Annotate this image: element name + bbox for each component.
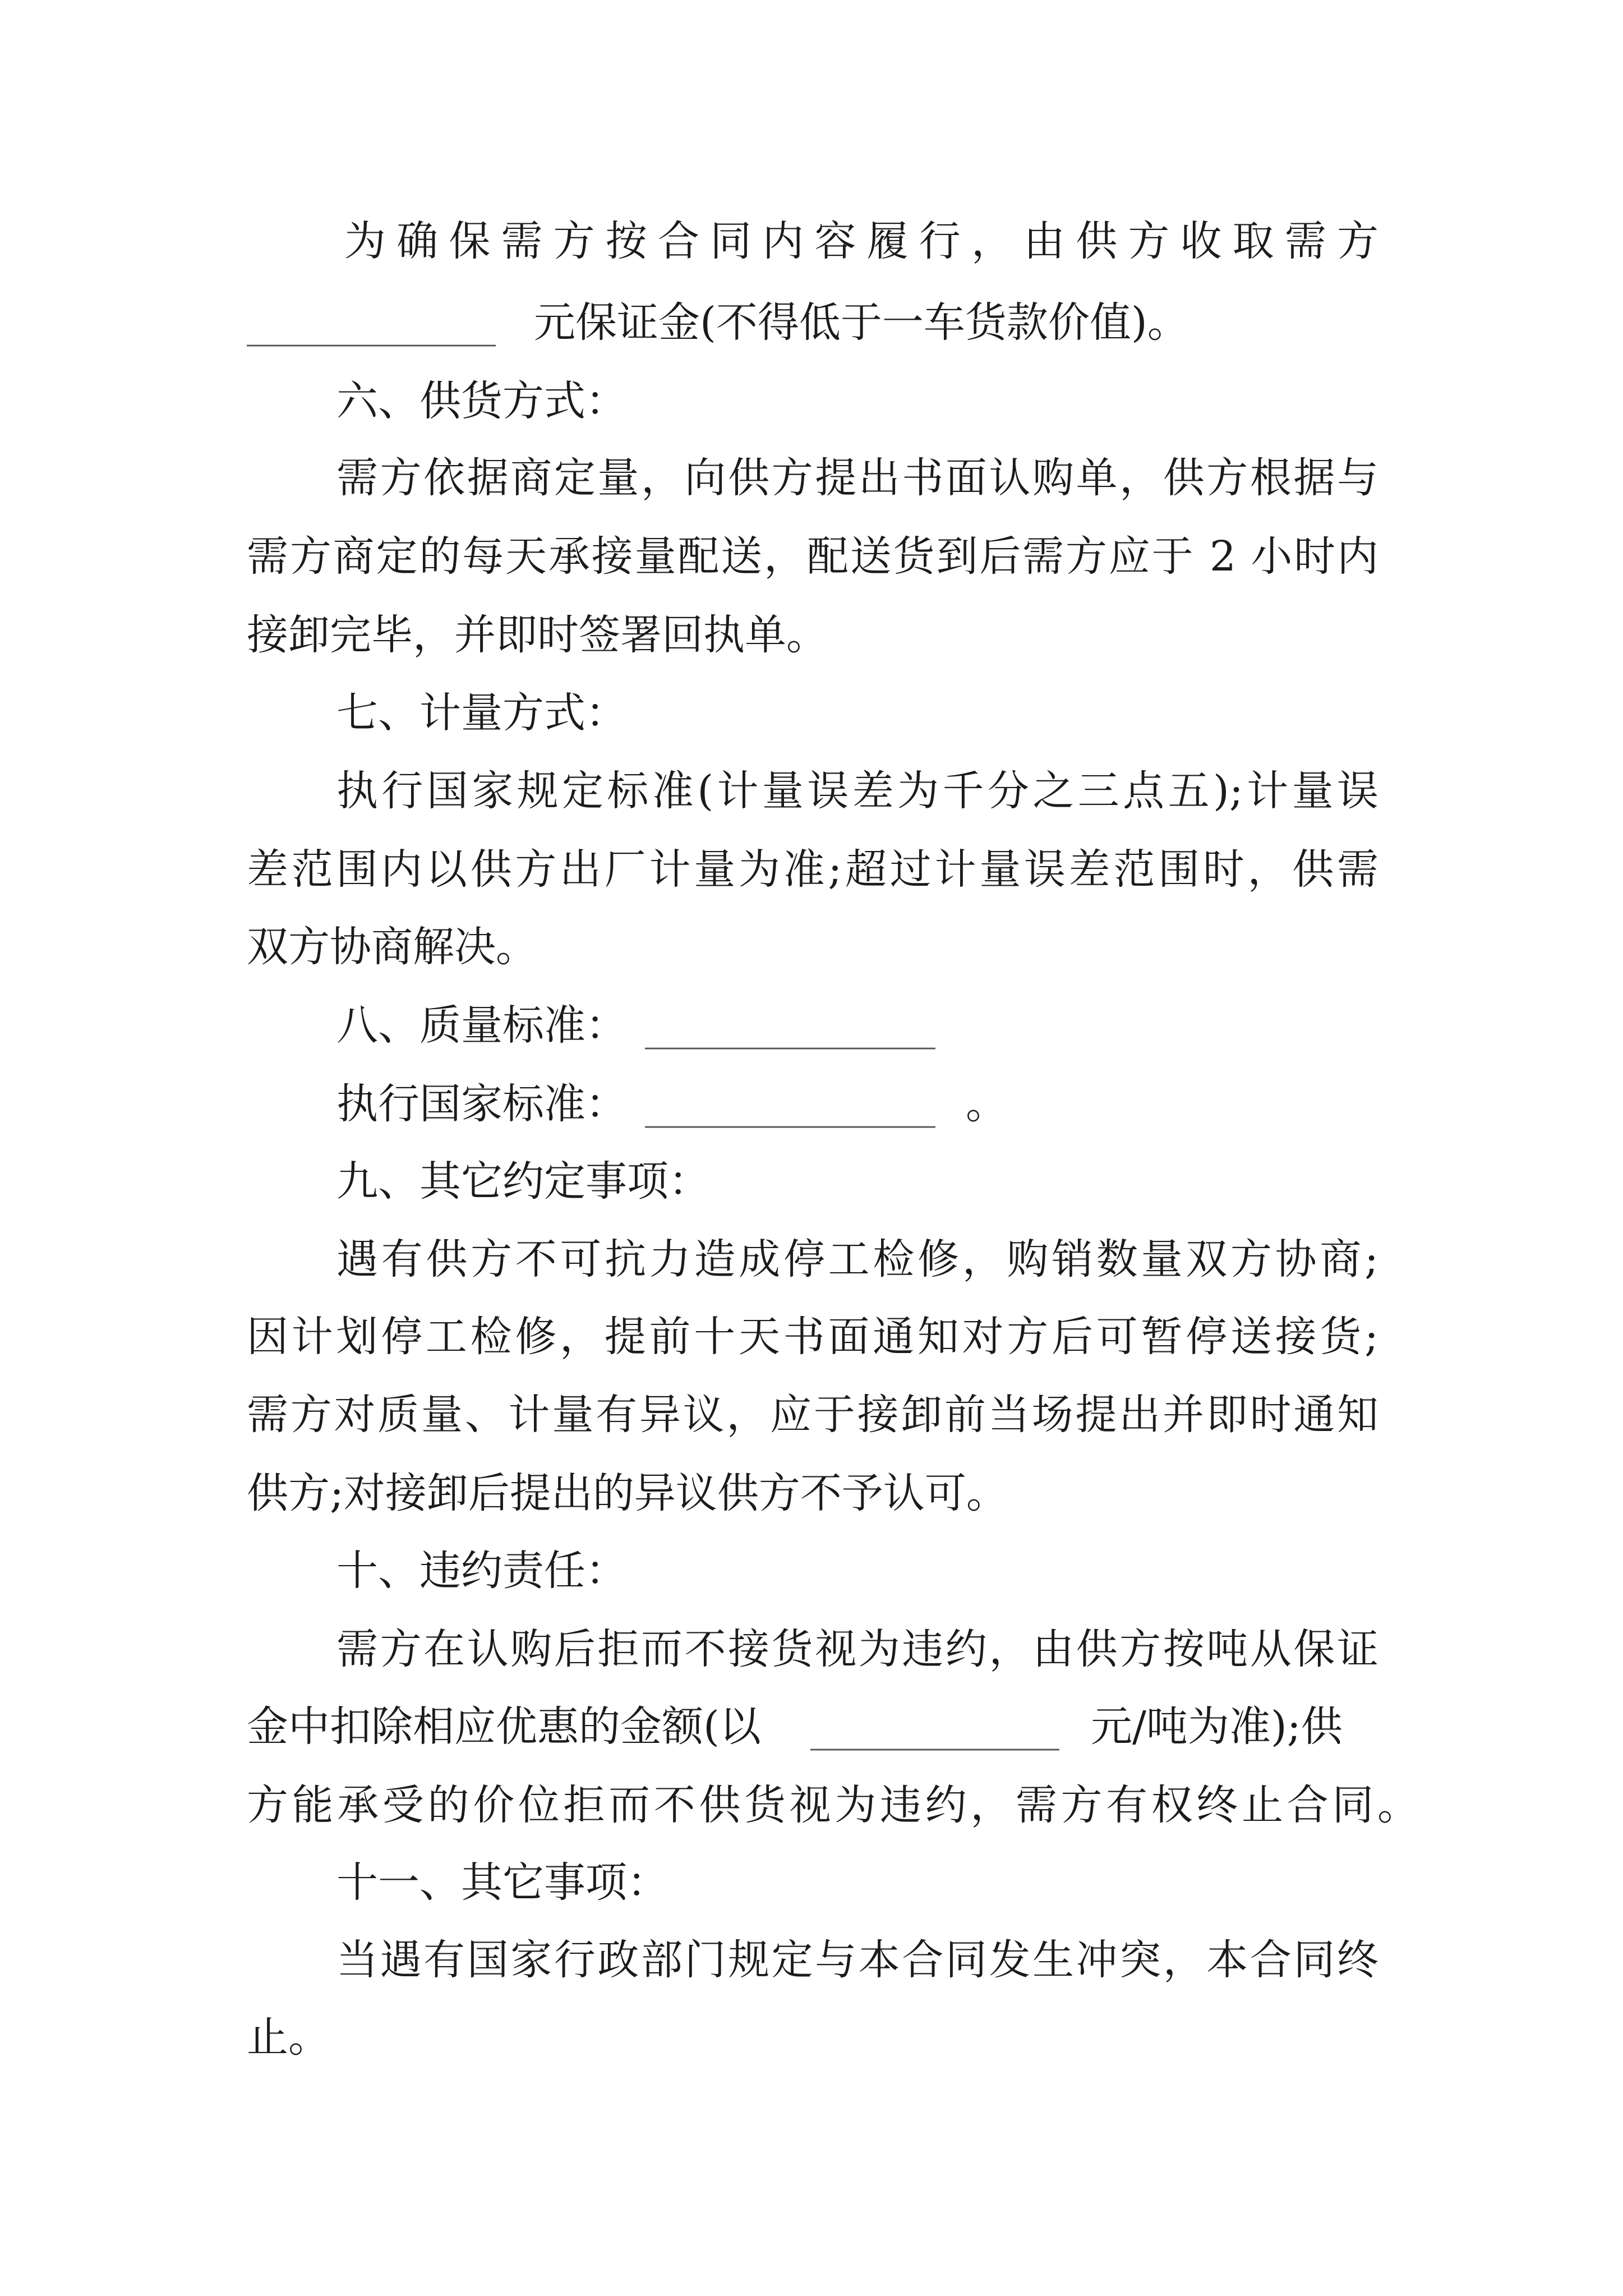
paragraph-line	[0, 1220, 1623, 1299]
text-line: 执行国家标准：	[336, 1080, 627, 1128]
paragraph-line	[0, 1766, 1623, 1844]
text-line: 需方商定的每天承接量配送，配送货到后需方应于 2 小时内	[247, 532, 1378, 581]
text-line: 元保证金(不得低于一车货款价值)。	[534, 298, 1189, 347]
heading-text: 九、其它约定事项：	[336, 1157, 710, 1205]
paragraph-line	[0, 1687, 1623, 1766]
text-line: 元/吨为准);供	[1091, 1703, 1343, 1751]
text-line: 方能承受的价位拒而不供货视为违约，需方有权终止合同。	[247, 1781, 1419, 1829]
text-line: 需方依据商定量，向供方提出书面认购单，供方根据与	[336, 454, 1378, 502]
section-heading	[0, 1142, 1623, 1221]
heading-text: 十一、其它事项：	[336, 1858, 668, 1907]
paragraph-line	[0, 1297, 1623, 1376]
text-line: 当遇有国家行政部门规定与本合同发生冲突，本合同终	[336, 1936, 1378, 1984]
heading-text: 六、供货方式：	[336, 377, 627, 425]
paragraph-line	[0, 1454, 1623, 1533]
paragraph-line	[0, 1065, 1623, 1143]
paragraph-line	[0, 1375, 1623, 1454]
text-line: 。	[966, 1080, 1007, 1128]
text-line: 金中扣除相应优惠的金额(以	[247, 1703, 761, 1751]
paragraph-line	[0, 752, 1623, 830]
fill-in-blank: ______________	[645, 1001, 935, 1050]
text-line: 遇有供方不可抗力造成停工检修，购销数量双方协商;	[336, 1235, 1378, 1283]
paragraph-line	[0, 439, 1623, 517]
section-heading	[0, 362, 1623, 440]
paragraph-line	[0, 1610, 1623, 1688]
text-line: 接卸完毕，并即时签署回执单。	[247, 611, 828, 659]
section-heading	[0, 674, 1623, 752]
text-line: 需方在认购后拒而不接货视为违约，由供方按吨从保证	[336, 1625, 1378, 1673]
text-line: 需方对质量、计量有异议，应于接卸前当场提出并即时通知	[247, 1391, 1378, 1439]
paragraph-line	[0, 596, 1623, 674]
paragraph-line	[0, 283, 1623, 362]
section-heading	[0, 1531, 1623, 1610]
text-line: 执行国家规定标准(计量误差为千分之三点五);计量误	[336, 767, 1378, 815]
heading-text: 八、质量标准：	[336, 1001, 627, 1050]
text-line: 差范围内以供方出厂计量为准;超过计量误差范围时，供需	[247, 845, 1378, 894]
fill-in-blank: ____________	[810, 1703, 1059, 1751]
fill-in-blank: ____________	[247, 298, 496, 347]
fill-in-blank: ______________	[645, 1080, 935, 1128]
text-line: 止。	[247, 2013, 330, 2062]
section-heading	[0, 986, 1623, 1065]
paragraph-line	[0, 1998, 1623, 2077]
paragraph-line	[0, 830, 1623, 909]
text-line: 双方协商解决。	[247, 923, 537, 971]
text-line: 因计划停工检修，提前十天书面通知对方后可暂停送接货;	[247, 1313, 1378, 1361]
paragraph-line	[0, 908, 1623, 986]
text-line: 为确保需方按合同内容履行，由供方收取需方	[344, 217, 1378, 265]
paragraph-line	[0, 202, 1623, 280]
section-heading	[0, 1843, 1623, 1922]
paragraph-line	[0, 1921, 1623, 1999]
paragraph-line	[0, 517, 1623, 596]
heading-text: 七、计量方式：	[336, 689, 627, 737]
text-line: 供方;对接卸后提出的异议供方不予认可。	[247, 1469, 1008, 1517]
heading-text: 十、违约责任：	[336, 1547, 627, 1595]
